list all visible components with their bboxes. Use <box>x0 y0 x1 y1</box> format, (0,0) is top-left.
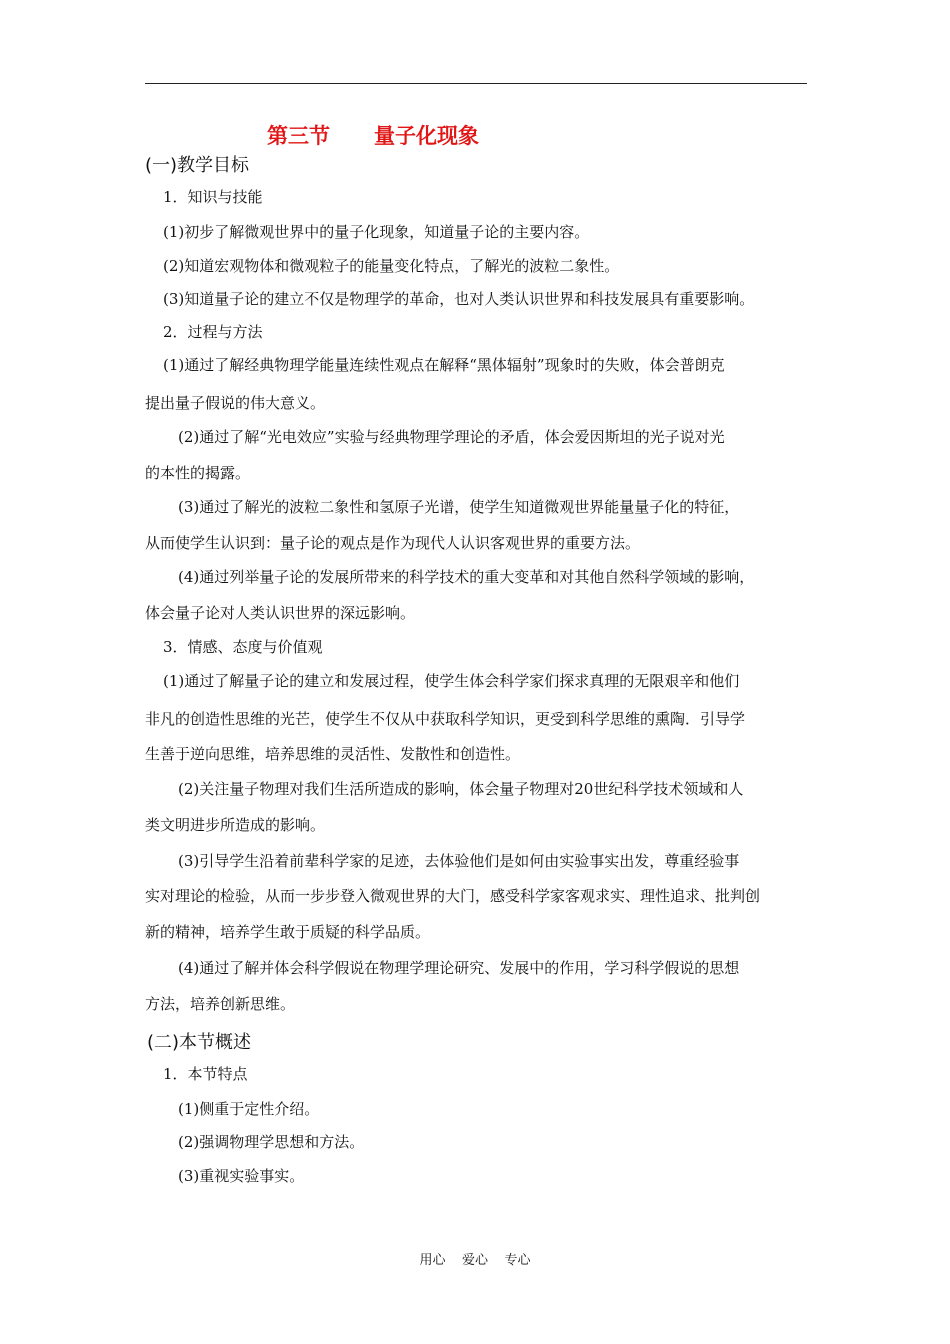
paragraph-line: (1)通过了解经典物理学能量连续性观点在解释“黑体辐射”现象时的失败，体会普朗克 <box>163 356 725 374</box>
page-title <box>267 120 479 150</box>
section-heading-overview: (二)本节概述 <box>147 1032 252 1053</box>
paragraph-line: (2)强调物理学思想和方法。 <box>178 1133 365 1151</box>
header-rule <box>145 83 807 84</box>
paragraph-line: (1)侧重于定性介绍。 <box>178 1100 320 1118</box>
paragraph-line: 生善于逆向思维，培养思维的灵活性、发散性和创造性。 <box>145 745 521 763</box>
paragraph-line: 非凡的创造性思维的光芒，使学生不仅从中获取科学知识，更受到科学思维的熏陶．引导学 <box>145 710 746 728</box>
subheading-knowledge: 1．知识与技能 <box>163 188 263 206</box>
paragraph-line: 新的精神，培养学生敢于质疑的科学品质。 <box>145 923 431 941</box>
paragraph-line: 的本性的揭露。 <box>145 464 251 482</box>
paragraph-line: (1)初步了解微观世界中的量子化现象，知道量子论的主要内容。 <box>163 223 590 241</box>
title-section-number: 第三节 <box>267 124 330 148</box>
paragraph-line: (3)重视实验事实。 <box>178 1167 305 1185</box>
paragraph-line: (4)通过了解并体会科学假说在物理学理论研究、发展中的作用，学习科学假说的思想 <box>178 959 740 977</box>
paragraph-line: (2)关注量子物理对我们生活所造成的影响，体会量子物理对20世纪科学技术领域和人 <box>178 780 744 798</box>
subheading-process: 2．过程与方法 <box>163 323 263 341</box>
paragraph-line: 从而使学生认识到：量子论的观点是作为现代人认识客观世界的重要方法。 <box>145 534 641 552</box>
subheading-features: 1．本节特点 <box>163 1065 248 1083</box>
paragraph-line: (1)通过了解量子论的建立和发展过程，使学生体会科学家们探求真理的无限艰辛和他们 <box>163 672 740 690</box>
paragraph-line: 体会量子论对人类认识世界的深远影响。 <box>145 604 416 622</box>
title-topic: 量子化现象 <box>374 124 479 148</box>
paragraph-line: (4)通过列举量子论的发展所带来的科学技术的重大变革和对其他自然科学领域的影响， <box>178 568 755 586</box>
paragraph-line: 实对理论的检验，从而一步步登入微观世界的大门，感受科学家客观求实、理性追求、批判创 <box>145 887 761 905</box>
paragraph-line: (3)引导学生沿着前辈科学家的足迹，去体验他们是如何由实验事实出发，尊重经验事 <box>178 852 740 870</box>
section-heading-goals: (一)教学目标 <box>145 155 250 176</box>
paragraph-line: (2)通过了解“光电效应”实验与经典物理学理论的矛盾，体会爱因斯坦的光子说对光 <box>178 428 725 446</box>
paragraph-line: 方法，培养创新思维。 <box>145 995 296 1013</box>
paragraph-line: (3)通过了解光的波粒二象性和氢原子光谱，使学生知道微观世界能量量子化的特征， <box>178 498 740 516</box>
paragraph-line: 提出量子假说的伟大意义。 <box>145 394 326 412</box>
paragraph-line: (3)知道量子论的建立不仅是物理学的革命，也对人类认识世界和科技发展具有重要影响。 <box>163 290 755 308</box>
page-footer: 用心 爱心 专心 <box>419 1253 531 1268</box>
paragraph-line: 类文明进步所造成的影响。 <box>145 816 326 834</box>
subheading-values: 3．情感、态度与价值观 <box>163 638 323 656</box>
paragraph-line: (2)知道宏观物体和微观粒子的能量变化特点，了解光的波粒二象性。 <box>163 257 620 275</box>
